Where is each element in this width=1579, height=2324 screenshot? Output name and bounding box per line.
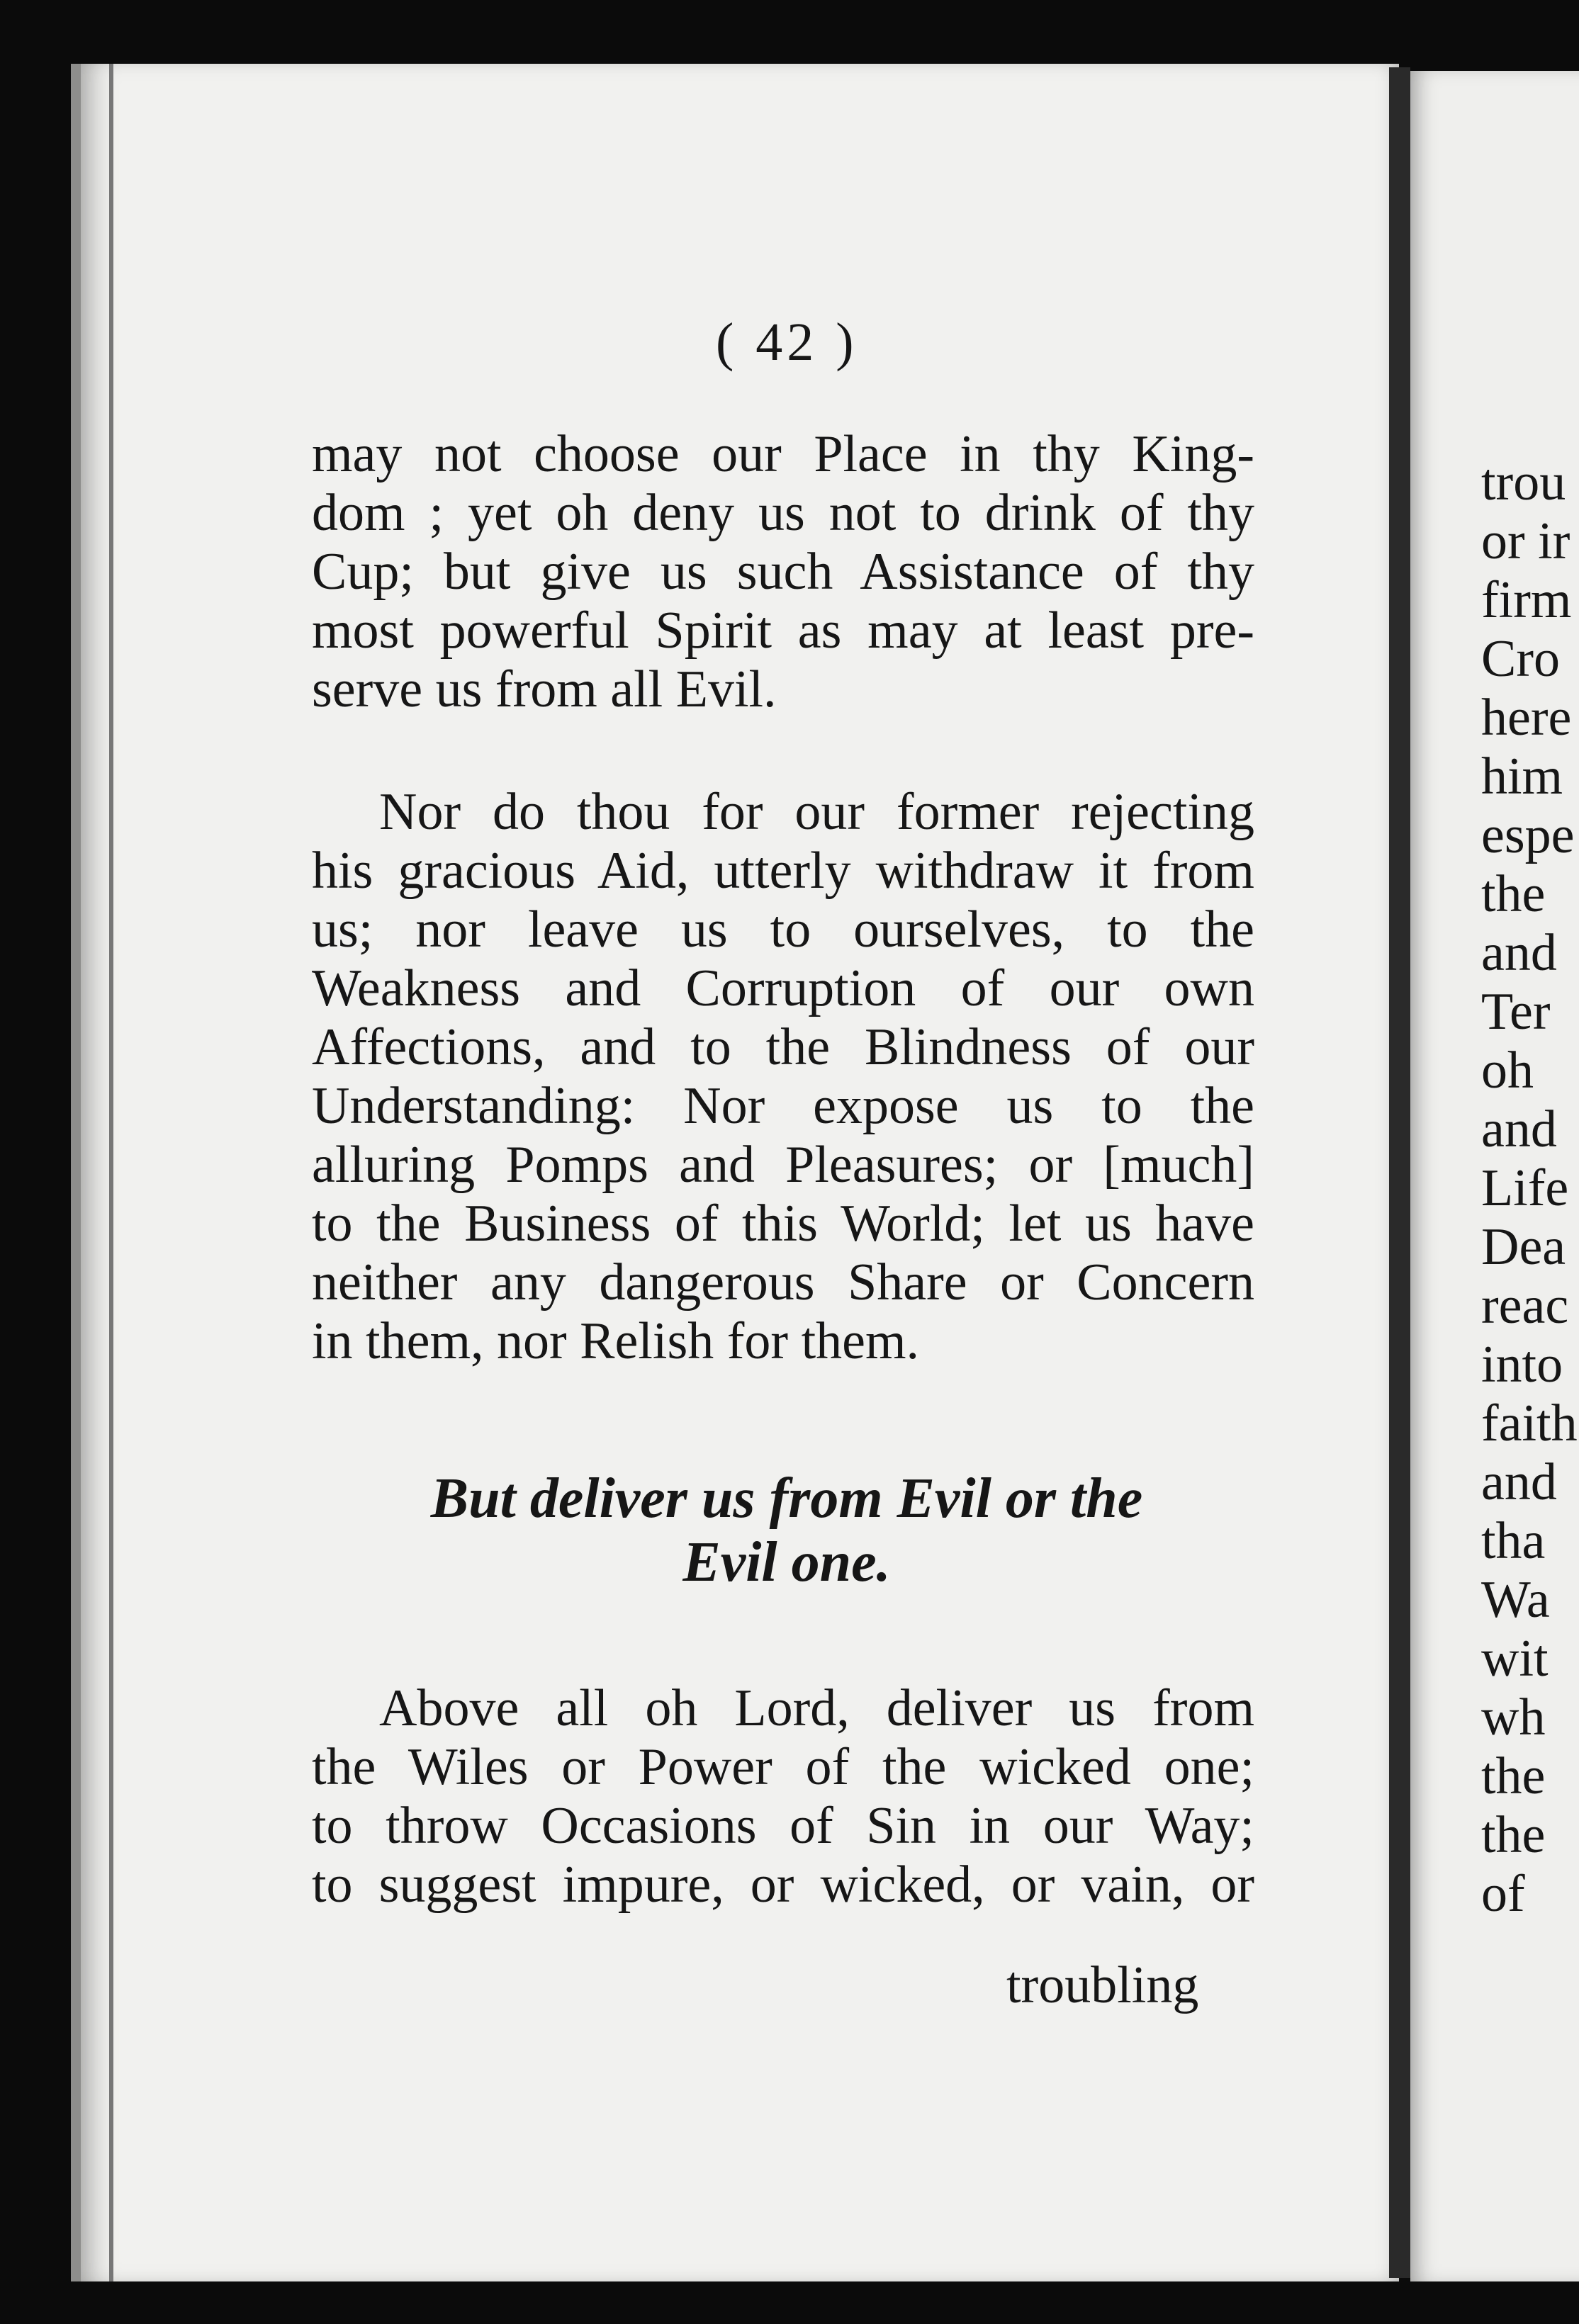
fragment: the [1481,865,1546,923]
fragment: of [1481,1865,1525,1923]
fragment: Dea [1481,1218,1566,1276]
fragment: faith [1481,1394,1578,1452]
text-line: Weakness and Corruption of our own [312,959,1254,1017]
text-line: may not choose our Place in thy King- [312,425,1254,483]
paragraph-3 [312,1679,1254,1914]
section-heading [305,1467,1269,1594]
fragment: espe [1481,806,1575,864]
text-line: alluring Pomps and Pleasures; or [much] [312,1136,1254,1194]
fragment: here [1481,689,1572,747]
fragment: and [1481,924,1557,982]
text-line: dom ; yet oh deny us not to drink of thy [312,484,1254,542]
text-line: Cup; but give us such Assistance of thy [312,543,1254,601]
fragment: trou [1481,453,1566,512]
text-line: Nor do thou for our former rejecting [379,783,1254,841]
fragment: Life [1481,1159,1569,1217]
book-gutter [1389,67,1410,2278]
text-line: serve us from all Evil. [312,660,777,718]
text-line: us; nor leave us to ourselves, to the [312,901,1254,959]
fragment: tha [1481,1512,1546,1570]
fragment: firm [1481,571,1572,629]
facing-page-text [1481,453,1579,1924]
fragment: oh [1481,1042,1534,1100]
fragment: reac [1481,1277,1569,1335]
fragment: Ter [1481,983,1551,1041]
text-line: to suggest impure, or wicked, or vain, or [312,1856,1254,1914]
paragraph-1 [312,425,1254,719]
fragment: Wa [1481,1571,1550,1629]
text-line: most powerful Spirit as may at least pre- [312,602,1254,660]
page-number: ( 42 ) [716,312,858,372]
heading-line-2: Evil one. [682,1531,891,1593]
text-line: Affections, and to the Blindness of our [312,1018,1254,1076]
paragraph-2 [312,783,1254,1371]
fragment: him [1481,748,1563,806]
fragment: Cro [1481,630,1560,688]
fragment: the [1481,1747,1546,1805]
text-line: Understanding: Nor expose us to the [312,1077,1254,1135]
heading-line-1: But deliver us from Evil or the [430,1467,1143,1530]
text-line: his gracious Aid, utterly withdraw it from [312,842,1254,900]
text-line: to the Business of this World; let us have [312,1195,1254,1253]
fragment: and [1481,1100,1557,1158]
fragment: into [1481,1336,1563,1394]
fragment: the [1481,1806,1546,1864]
text-line: Above all oh Lord, deliver us from [379,1679,1254,1737]
fragment: and [1481,1453,1557,1511]
text-line: the Wiles or Power of the wicked one; [312,1738,1254,1796]
text-line: neither any dangerous Share or Concern [312,1253,1254,1312]
catchword: troubling [1006,1956,1199,2014]
fragment: or ir [1481,512,1570,570]
text-line: in them, nor Relish for them. [312,1312,920,1370]
fragment: wit [1481,1630,1549,1688]
fragment: wh [1481,1688,1546,1747]
text-line: to throw Occasions of Sin in our Way; [312,1797,1254,1855]
